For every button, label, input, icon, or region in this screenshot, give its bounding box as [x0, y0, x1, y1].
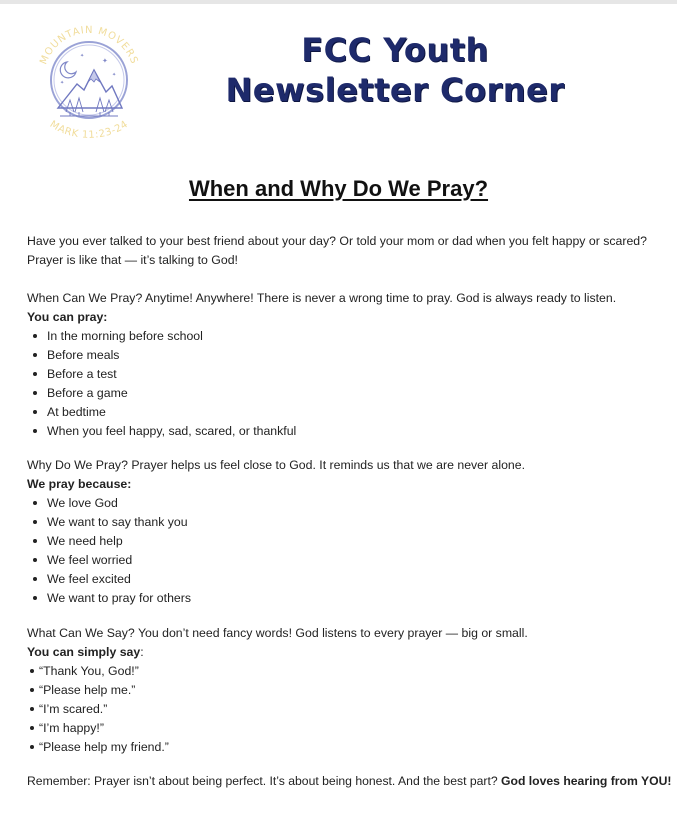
list-item: “Please help my friend.” [27, 738, 528, 757]
when-question: When Can We Pray? Anytime! Anywhere! There is never a wrong time to pray. God is always ready to listen. [27, 291, 617, 305]
logo-arc-bottom-text: MARK 11:23-24 [47, 118, 131, 141]
list-item: “Please help me.” [27, 681, 528, 700]
intro-paragraph [27, 232, 647, 270]
list-item: We feel worried [27, 551, 525, 570]
logo-arc-top-text: MOUNTAIN MOVERS [38, 24, 140, 67]
top-border [0, 0, 677, 4]
intro-line-2: Prayer is like that — it’s talking to God! [27, 253, 238, 267]
title-line-2: Newsletter Corner [225, 71, 565, 109]
why-question: Why Do We Pray? Prayer helps us feel close to God. It reminds us that we are never alone. [27, 458, 526, 472]
what-label [27, 643, 528, 662]
svg-text:MARK 11:23-24 [48, 119, 131, 141]
when-section [27, 289, 616, 441]
what-label-bold: You can simply say [27, 645, 141, 659]
list-item: Before a test [27, 365, 616, 384]
closing-bold: God loves hearing from YOU! [501, 774, 672, 788]
list-item: We need help [27, 532, 525, 551]
when-label: You can pray: [27, 310, 108, 324]
mountain-movers-logo [30, 8, 148, 146]
closing-paragraph [27, 772, 671, 791]
list-item: In the morning before school [27, 327, 616, 346]
svg-text:✦: ✦ [112, 72, 117, 78]
closing-line [27, 772, 671, 791]
what-question: What Can We Say? You don’t need fancy words! God listens to every prayer — big or small. [27, 626, 528, 640]
list-item: We love God [27, 494, 525, 513]
svg-text:✦: ✦ [80, 53, 85, 59]
when-list [27, 327, 616, 441]
list-item: At bedtime [27, 403, 616, 422]
what-list [27, 662, 528, 757]
list-item: “Thank You, God!” [27, 662, 528, 681]
list-item: When you feel happy, sad, scared, or thankful [27, 422, 616, 441]
closing-text: Remember: Prayer isn’t about being perfect. It’s about being honest. And the best part? [27, 774, 502, 788]
svg-text:✦: ✦ [60, 80, 65, 86]
list-item: “I’m scared.” [27, 700, 528, 719]
list-item: We feel excited [27, 570, 525, 589]
section-heading [0, 176, 677, 202]
newsletter-title [200, 30, 590, 110]
what-section [27, 624, 528, 757]
list-item: We want to pray for others [27, 589, 525, 608]
intro-line-1: Have you ever talked to your best friend about your day? Or told your mom or dad when you felt happy or scared? [27, 234, 647, 248]
list-item: Before meals [27, 346, 616, 365]
heading-text: When and Why Do We Pray? [188, 176, 489, 201]
svg-text:✦: ✦ [102, 58, 108, 65]
why-section [27, 456, 525, 608]
list-item: Before a game [27, 384, 616, 403]
why-list [27, 494, 525, 608]
why-label: We pray because: [27, 477, 132, 491]
title-line-1: FCC Youth [301, 31, 489, 69]
what-label-colon: : [140, 645, 144, 659]
list-item: “I’m happy!” [27, 719, 528, 738]
list-item: We want to say thank you [27, 513, 525, 532]
